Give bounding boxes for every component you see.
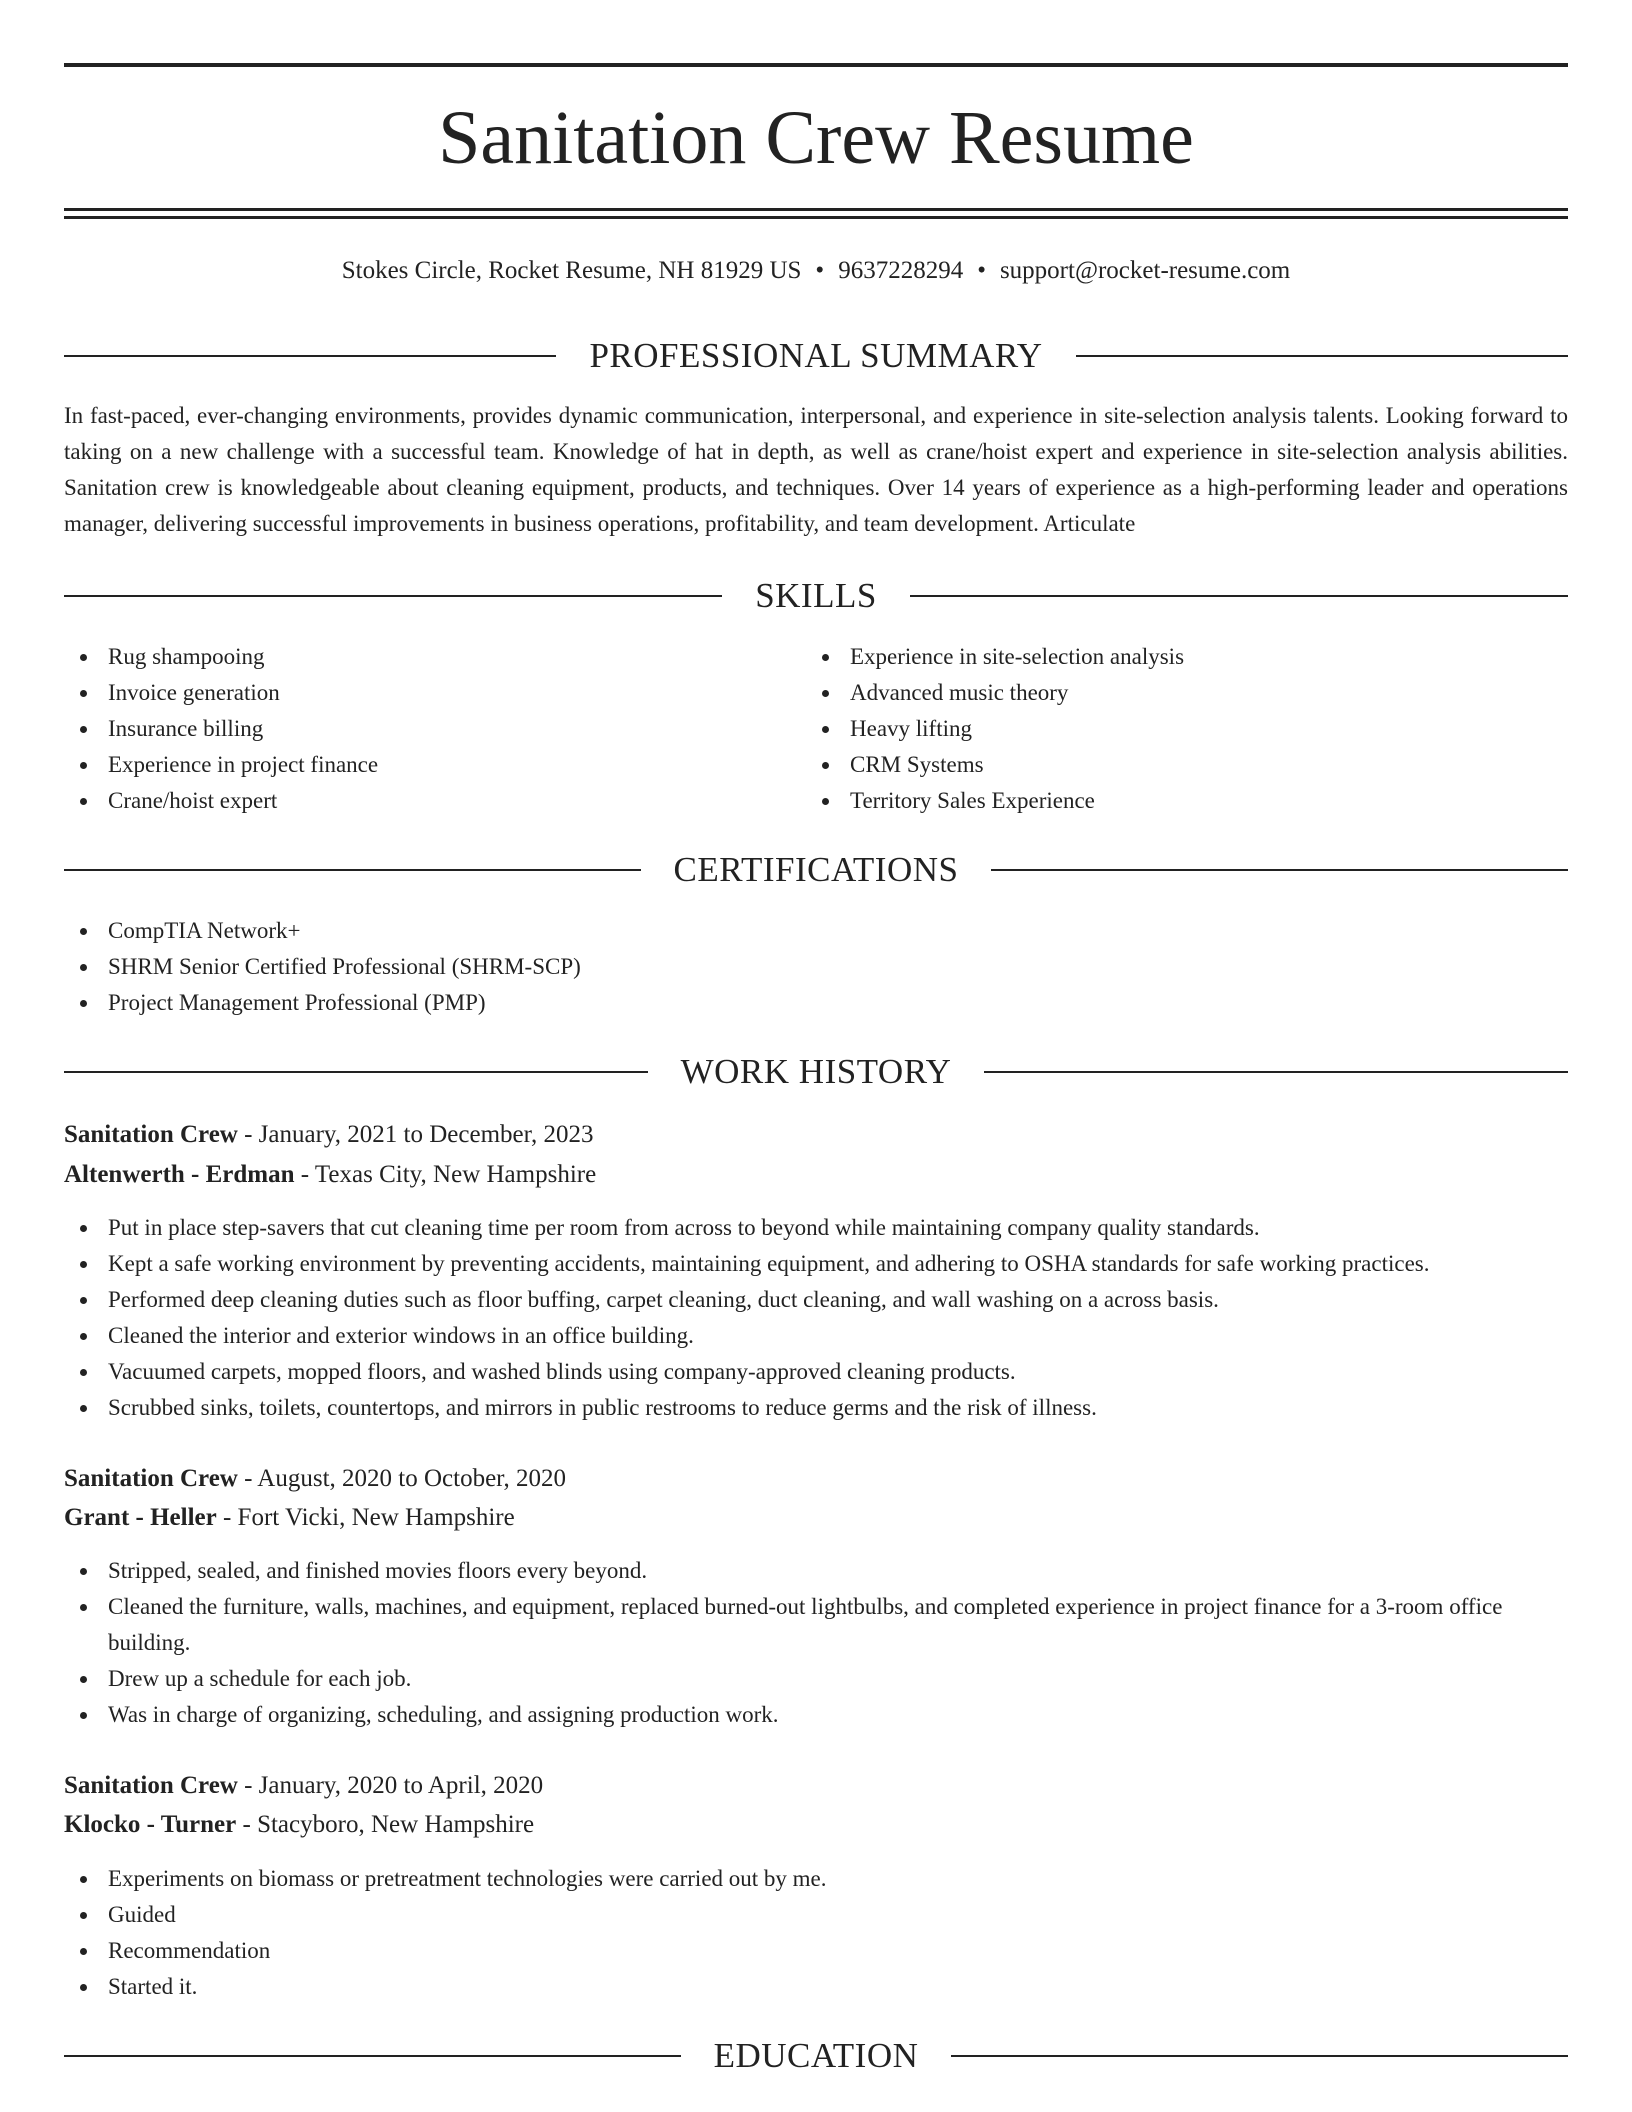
job-title-line <box>64 1768 543 1804</box>
job-bullet: Vacuumed carpets, mopped floors, and washed blinds using company-approved cleaning products. <box>108 1354 1568 1390</box>
skill-item: Invoice generation <box>108 675 808 711</box>
skill-item: Territory Sales Experience <box>850 783 1550 819</box>
job-bullets <box>64 1210 1568 1426</box>
heading-rule <box>64 1071 648 1073</box>
skills-list-left <box>64 639 808 819</box>
job-bullet: Experiments on biomass or pretreatment technologies were carried out by me. <box>108 1861 1568 1897</box>
job-bullet: Stripped, sealed, and finished movies floors every beyond. <box>108 1553 1568 1589</box>
section-title: SKILLS <box>755 576 877 615</box>
job-bullet: Scrubbed sinks, toilets, countertops, and mirrors in public restrooms to reduce germs and the risk of illness. <box>108 1390 1568 1426</box>
certification-item: Project Management Professional (PMP) <box>108 985 1568 1021</box>
job-title: Sanitation Crew <box>64 1121 238 1148</box>
job-bullet: Was in charge of organizing, scheduling, and assigning production work. <box>108 1697 1568 1733</box>
contact-separator: • <box>977 257 986 284</box>
contact-email[interactable]: support@rocket-resume.com <box>999 257 1291 284</box>
contact-line <box>64 254 1568 288</box>
heading-rule <box>910 595 1568 597</box>
skill-item: Experience in project finance <box>108 747 808 783</box>
heading-rule <box>1076 355 1568 357</box>
job-company-line <box>64 1807 534 1843</box>
skill-item: Rug shampooing <box>108 639 808 675</box>
certifications-list <box>64 913 1568 1021</box>
section-heading-certifications <box>64 848 1568 892</box>
job-bullet: Kept a safe working environment by preventing accidents, maintaining equipment, and adhering to OSHA standards for safe working practices. <box>108 1246 1568 1282</box>
job-bullet: Drew up a schedule for each job. <box>108 1661 1568 1697</box>
job-title: Sanitation Crew <box>64 1772 238 1799</box>
job-bullet: Started it. <box>108 1969 1568 2005</box>
skill-item: Heavy lifting <box>850 711 1550 747</box>
title-rule-upper <box>64 208 1568 211</box>
job-company: Grant - Heller <box>64 1504 217 1531</box>
contact-address: Stokes Circle, Rocket Resume, NH 81929 US <box>341 257 802 284</box>
skill-item: Experience in site-selection analysis <box>850 639 1550 675</box>
heading-rule <box>64 595 722 597</box>
job-bullet: Performed deep cleaning duties such as floor buffing, carpet cleaning, duct cleaning, and wall washing on a across basis. <box>108 1282 1568 1318</box>
heading-rule <box>984 1071 1568 1073</box>
job-company-line <box>64 1500 515 1536</box>
contact-phone: 9637228294 <box>838 257 964 284</box>
heading-rule <box>991 869 1568 871</box>
page-title: Sanitation Crew Resume <box>438 96 1194 180</box>
skills-list-right <box>806 639 1550 819</box>
job-title-line <box>64 1461 566 1497</box>
section-title: PROFESSIONAL SUMMARY <box>589 336 1043 375</box>
heading-rule <box>951 2055 1568 2057</box>
heading-rule <box>64 869 641 871</box>
job-bullet: Put in place step-savers that cut cleaning time per room from across to beyond while maintaining company quality standards. <box>108 1210 1568 1246</box>
section-heading-work-history <box>64 1050 1568 1094</box>
job-company: Altenwerth - Erdman <box>64 1161 295 1188</box>
job-bullet: Cleaned the interior and exterior windows in an office building. <box>108 1318 1568 1354</box>
job-bullets <box>64 1553 1568 1733</box>
job-bullets <box>64 1861 1568 2005</box>
heading-rule <box>64 355 556 357</box>
section-title: WORK HISTORY <box>680 1052 952 1091</box>
section-title: EDUCATION <box>713 2036 919 2075</box>
title-rule-lower <box>64 216 1568 219</box>
job-title: Sanitation Crew <box>64 1465 238 1492</box>
job-title-line <box>64 1117 593 1153</box>
skill-item: CRM Systems <box>850 747 1550 783</box>
job-company-line <box>64 1157 596 1193</box>
section-heading-education <box>64 2034 1568 2078</box>
skill-item: Advanced music theory <box>850 675 1550 711</box>
heading-rule <box>64 2055 681 2057</box>
job-dates: - August, 2020 to October, 2020 <box>237 1465 566 1492</box>
summary-text: In fast-paced, ever-changing environments, provides dynamic communication, interpersonal, and experience in site-selection analysis talents. Looking forward to taking on a new challenge with a successful team. Knowledge of hat in depth, as well as crane/hoist expert and experience in site-selection analysis abilities. Sanitation crew is knowledgeable about cleaning equipment, products, and techniques. Over 14 years of experience as a high-performing leader and operations manager, delivering successful improvements in business operations, profitability, and team development. Articulate <box>64 403 1568 536</box>
skill-item: Crane/hoist expert <box>108 783 808 819</box>
job-bullet: Cleaned the furniture, walls, machines, and equipment, replaced burned-out lightbulbs, and completed experience in project finance for a 3-room office building. <box>108 1589 1568 1661</box>
job-company: Klocko - Turner <box>64 1811 237 1838</box>
contact-separator: • <box>815 257 825 284</box>
section-heading-summary <box>64 334 1568 378</box>
job-bullet: Recommendation <box>108 1933 1568 1969</box>
job-location: - Texas City, New Hampshire <box>294 1161 597 1188</box>
job-location: - Fort Vicki, New Hampshire <box>216 1504 515 1531</box>
job-dates: - January, 2021 to December, 2023 <box>237 1121 594 1148</box>
top-rule <box>64 63 1568 67</box>
section-title: CERTIFICATIONS <box>673 850 959 889</box>
job-bullet: Guided <box>108 1897 1568 1933</box>
certification-item: CompTIA Network+ <box>108 913 1568 949</box>
certification-item: SHRM Senior Certified Professional (SHRM-SCP) <box>108 949 1568 985</box>
section-heading-skills <box>64 574 1568 618</box>
skill-item: Insurance billing <box>108 711 808 747</box>
job-location: - Stacyboro, New Hampshire <box>236 1811 535 1838</box>
job-dates: - January, 2020 to April, 2020 <box>237 1772 544 1799</box>
